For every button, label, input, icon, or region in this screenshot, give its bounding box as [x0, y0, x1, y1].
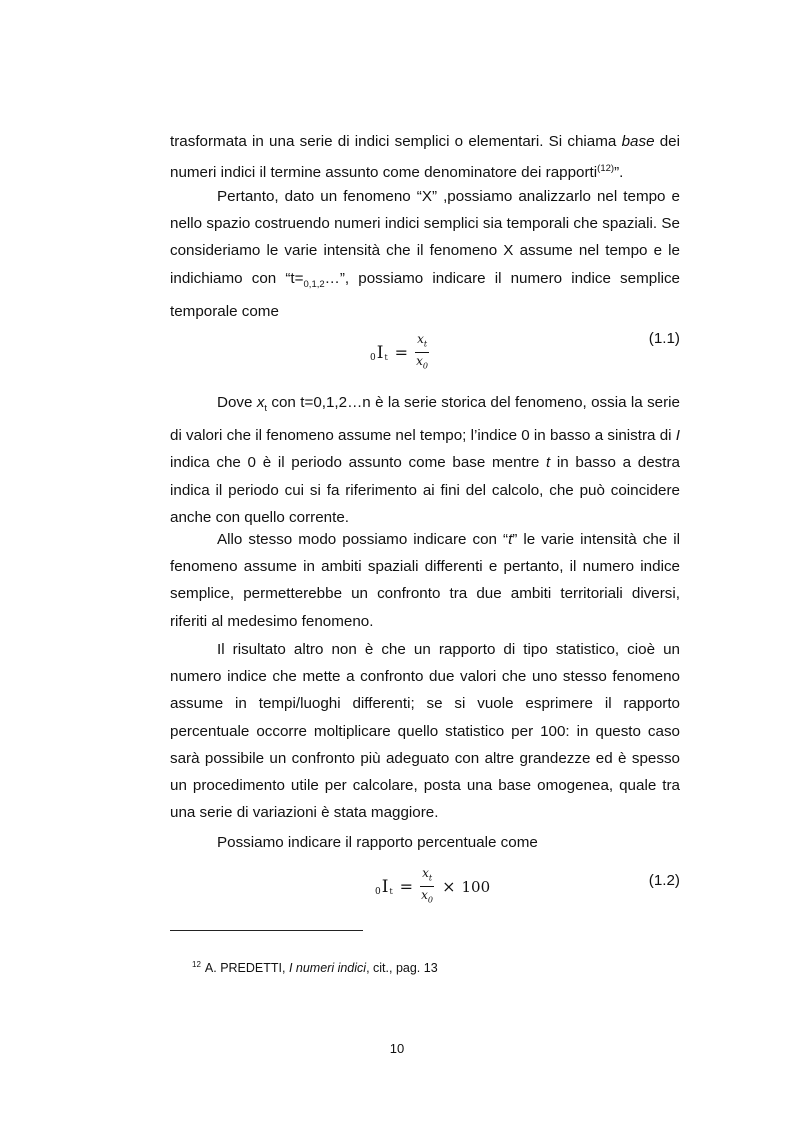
equation-1-1: [170, 328, 680, 371]
equation-1-2-formula: [375, 866, 490, 908]
equation-1-2: [170, 866, 680, 906]
variable-subscript: t: [264, 403, 268, 415]
footnote-number: 12: [192, 960, 201, 969]
multiply-sign: ×: [442, 877, 456, 897]
index-base-subscript: 0: [375, 886, 381, 897]
symbol-t: t: [508, 531, 513, 548]
footnote-title: I numeri indici: [288, 961, 367, 976]
factor-value: 100: [461, 877, 491, 896]
index-period-subscript: t: [384, 353, 388, 363]
index-symbol: I: [376, 342, 384, 363]
paragraph-statistical-ratio: [170, 636, 680, 826]
footnote-reference: (12): [597, 163, 615, 175]
paragraph-text: …”, possiamo indicare il numero indice semplice temporale come: [170, 269, 680, 320]
fraction: [420, 866, 434, 908]
paragraph-text: trasformata in una serie di indici semplici o elementari. Si chiama: [170, 133, 622, 150]
page-number: 10: [389, 1041, 405, 1056]
paragraph-text: ”.: [614, 164, 624, 182]
paragraph-base-definition: [170, 128, 680, 186]
paragraph-text: con t=0,1,2…n è la serie storica del fenomeno, ossia la serie di valori che il fenomeno assume nel tempo; l’indice 0 in basso a sinistra di: [170, 394, 680, 445]
index-period-subscript: t: [389, 887, 393, 897]
equals-sign: =: [399, 877, 414, 897]
fraction-denominator: $x_0$: [421, 888, 434, 905]
paragraph-text: Allo stesso modo possiamo indicare con “: [217, 531, 509, 548]
fraction-numerator: $x_t$: [415, 332, 429, 353]
equation-1-1-formula: [370, 332, 429, 374]
paragraph-phenomenon-x: [170, 183, 680, 325]
paragraph-percentage-intro: [170, 829, 680, 856]
equation-label: (1.1): [648, 330, 680, 347]
variable-x: x: [256, 394, 265, 411]
footnote-author: A. PREDETTI,: [204, 961, 289, 976]
paragraph-historical-series: [170, 389, 680, 531]
equation-label: (1.2): [648, 872, 680, 889]
fraction-numerator: $x_t$: [420, 866, 434, 887]
equals-sign: =: [394, 343, 409, 363]
paragraph-text: Dove: [217, 394, 257, 411]
symbol-t: t: [545, 454, 551, 472]
paragraph-text: Possiamo indicare il rapporto percentuale come: [217, 834, 538, 851]
term-base: base: [621, 133, 655, 150]
footnote-12: [192, 957, 438, 976]
symbol-i: I: [675, 427, 680, 445]
paragraph-text: Il risultato altro non è che un rapporto di tipo statistico, cioè un numero indice che mette a confronto due valori che uno stesso fenomeno assume in tempi/luoghi differenti; se si vuole esprimere il rapporto percentuale occorre moltiplicare quello statistico per 100: in questo caso sarà possibile un confronto più adeguato con altre grandezze ed è spesso un procedimento utile per calcolare, posta una base omogenea, quale tra una serie di variazioni è stata maggiore.: [170, 641, 680, 822]
paragraph-text: Pertanto, dato un fenomeno “X” ,possiamo analizzarlo nel tempo e nello spazio costruendo numeri indici semplici sia temporali che spaziali. Se consideriamo le varie intensità che il fenomeno X assume nel tempo e le indichiamo con “t=: [170, 188, 680, 287]
subscript-t-values: 0,1,2: [303, 278, 325, 290]
paragraph-text: ” le varie intensità che il fenomeno assume in ambiti spaziali differenti e pertanto, il numero indice semplice, permetterebbe un confronto tra due ambiti territoriali diversi, riferiti al medesimo fenomeno.: [170, 531, 680, 630]
index-base-subscript: 0: [370, 352, 376, 363]
footnote-citation: , cit., pag. 13: [366, 961, 438, 976]
fraction: [415, 332, 429, 374]
paragraph-text: dei numeri indici il termine assunto come denominatore dei rapporti: [170, 133, 680, 182]
paragraph-spatial: [170, 526, 680, 635]
footnote-separator: [170, 930, 363, 931]
fraction-denominator: $x_0$: [416, 354, 429, 371]
paragraph-text: in basso a destra indica il periodo cui si fa riferimento ai fini del calcolo, che può coincidere anche con quello corrente.: [170, 454, 680, 526]
index-symbol: I: [381, 876, 389, 897]
paragraph-text: indica che 0 è il periodo assunto come base mentre: [170, 454, 546, 472]
